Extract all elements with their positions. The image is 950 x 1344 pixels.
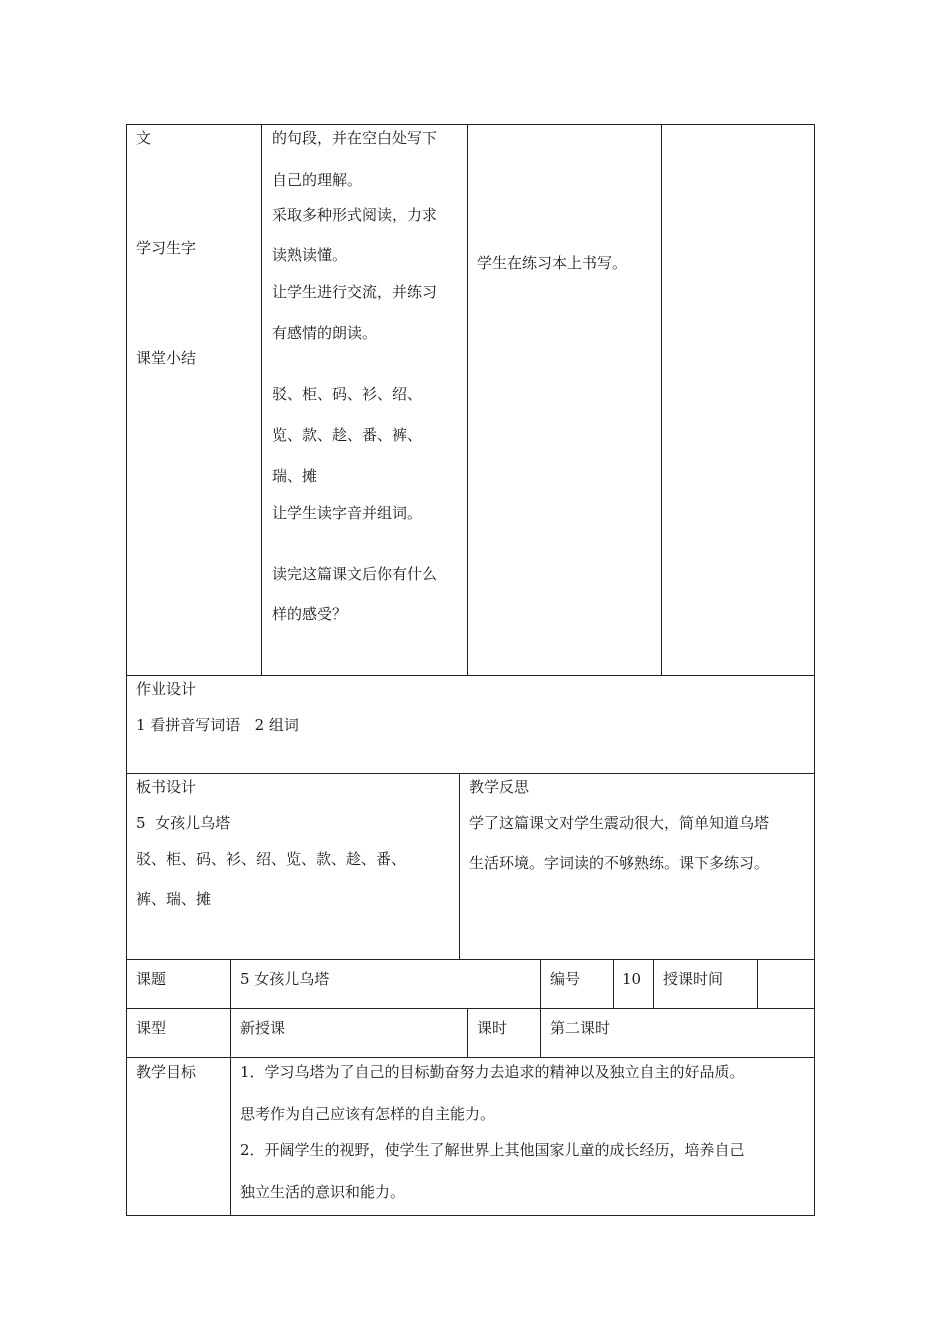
character-list-line: 驳、柜、码、衫、绍、 xyxy=(272,385,423,403)
activity-line: 读熟读懂。 xyxy=(272,246,348,264)
number-value: 10 xyxy=(622,970,642,988)
activity-line: 让学生进行交流，并练习 xyxy=(272,283,438,301)
teaching-goal-line: 独立生活的意识和能力。 xyxy=(240,1183,406,1201)
table-divider xyxy=(540,959,541,1009)
table-divider xyxy=(540,1008,541,1058)
activity-line: 样的感受？ xyxy=(272,605,348,623)
section-label-learn-characters: 学习生字 xyxy=(136,239,197,257)
topic-label: 课题 xyxy=(136,970,167,988)
activity-line: 自己的理解。 xyxy=(272,171,363,189)
activity-line: 采取多种形式阅读，力求 xyxy=(272,206,438,224)
reflection-label: 教学反思 xyxy=(469,778,530,796)
period-value: 第二课时 xyxy=(550,1019,611,1037)
board-design-label: 板书设计 xyxy=(136,778,197,796)
teaching-goals-label: 教学目标 xyxy=(136,1063,197,1081)
teaching-time-label: 授课时间 xyxy=(663,970,724,988)
teaching-goal-line: 1．学习乌塔为了自己的目标勤奋努力去追求的精神以及独立自主的好品质。 xyxy=(240,1063,745,1081)
reflection-line: 生活环境。字词读的不够熟练。课下多练习。 xyxy=(469,854,770,872)
table-divider xyxy=(653,959,654,1009)
table-divider xyxy=(757,959,758,1009)
board-design-line: 裤、瑞、摊 xyxy=(136,890,212,908)
homework-content: 1 看拼音写词语 2 组词 xyxy=(136,716,299,734)
character-list-line: 览、款、趁、番、裤、 xyxy=(272,426,423,444)
table-divider xyxy=(126,675,815,676)
reflection-line: 学了这篇课文对学生震动很大，简单知道乌塔 xyxy=(469,814,770,832)
table-divider xyxy=(613,959,614,1009)
lesson-type-label: 课型 xyxy=(136,1019,167,1037)
homework-label: 作业设计 xyxy=(136,680,197,698)
activity-line: 的句段，并在空白处写下 xyxy=(272,129,438,147)
lesson-process-table xyxy=(126,124,815,960)
board-design-line: 5 女孩儿乌塔 xyxy=(136,814,231,832)
activity-line: 让学生读字音并组词。 xyxy=(272,504,423,522)
table-divider xyxy=(230,959,231,1216)
character-list-line: 瑞、摊 xyxy=(272,467,318,485)
activity-line: 读完这篇课文后你有什么 xyxy=(272,565,438,583)
table-divider xyxy=(459,773,460,960)
table-divider xyxy=(661,124,662,676)
student-activity: 学生在练习本上书写。 xyxy=(477,254,628,272)
table-divider xyxy=(126,773,815,774)
number-label: 编号 xyxy=(550,970,581,988)
teaching-goal-line: 思考作为自己应该有怎样的自主能力。 xyxy=(240,1105,496,1123)
table-divider xyxy=(261,124,262,676)
period-label: 课时 xyxy=(477,1019,508,1037)
teaching-goal-line: 2．开阔学生的视野，使学生了解世界上其他国家儿童的成长经历，培养自己 xyxy=(240,1141,745,1159)
topic-value: 5 女孩儿乌塔 xyxy=(240,970,330,988)
board-design-line: 驳、柜、码、衫、绍、览、款、趁、番、 xyxy=(136,850,407,868)
lesson-type-value: 新授课 xyxy=(240,1019,286,1037)
section-label-wen: 文 xyxy=(136,129,152,147)
table-divider xyxy=(467,1008,468,1058)
section-label-class-summary: 课堂小结 xyxy=(136,349,197,367)
table-divider xyxy=(467,124,468,676)
activity-line: 有感情的朗读。 xyxy=(272,324,378,342)
